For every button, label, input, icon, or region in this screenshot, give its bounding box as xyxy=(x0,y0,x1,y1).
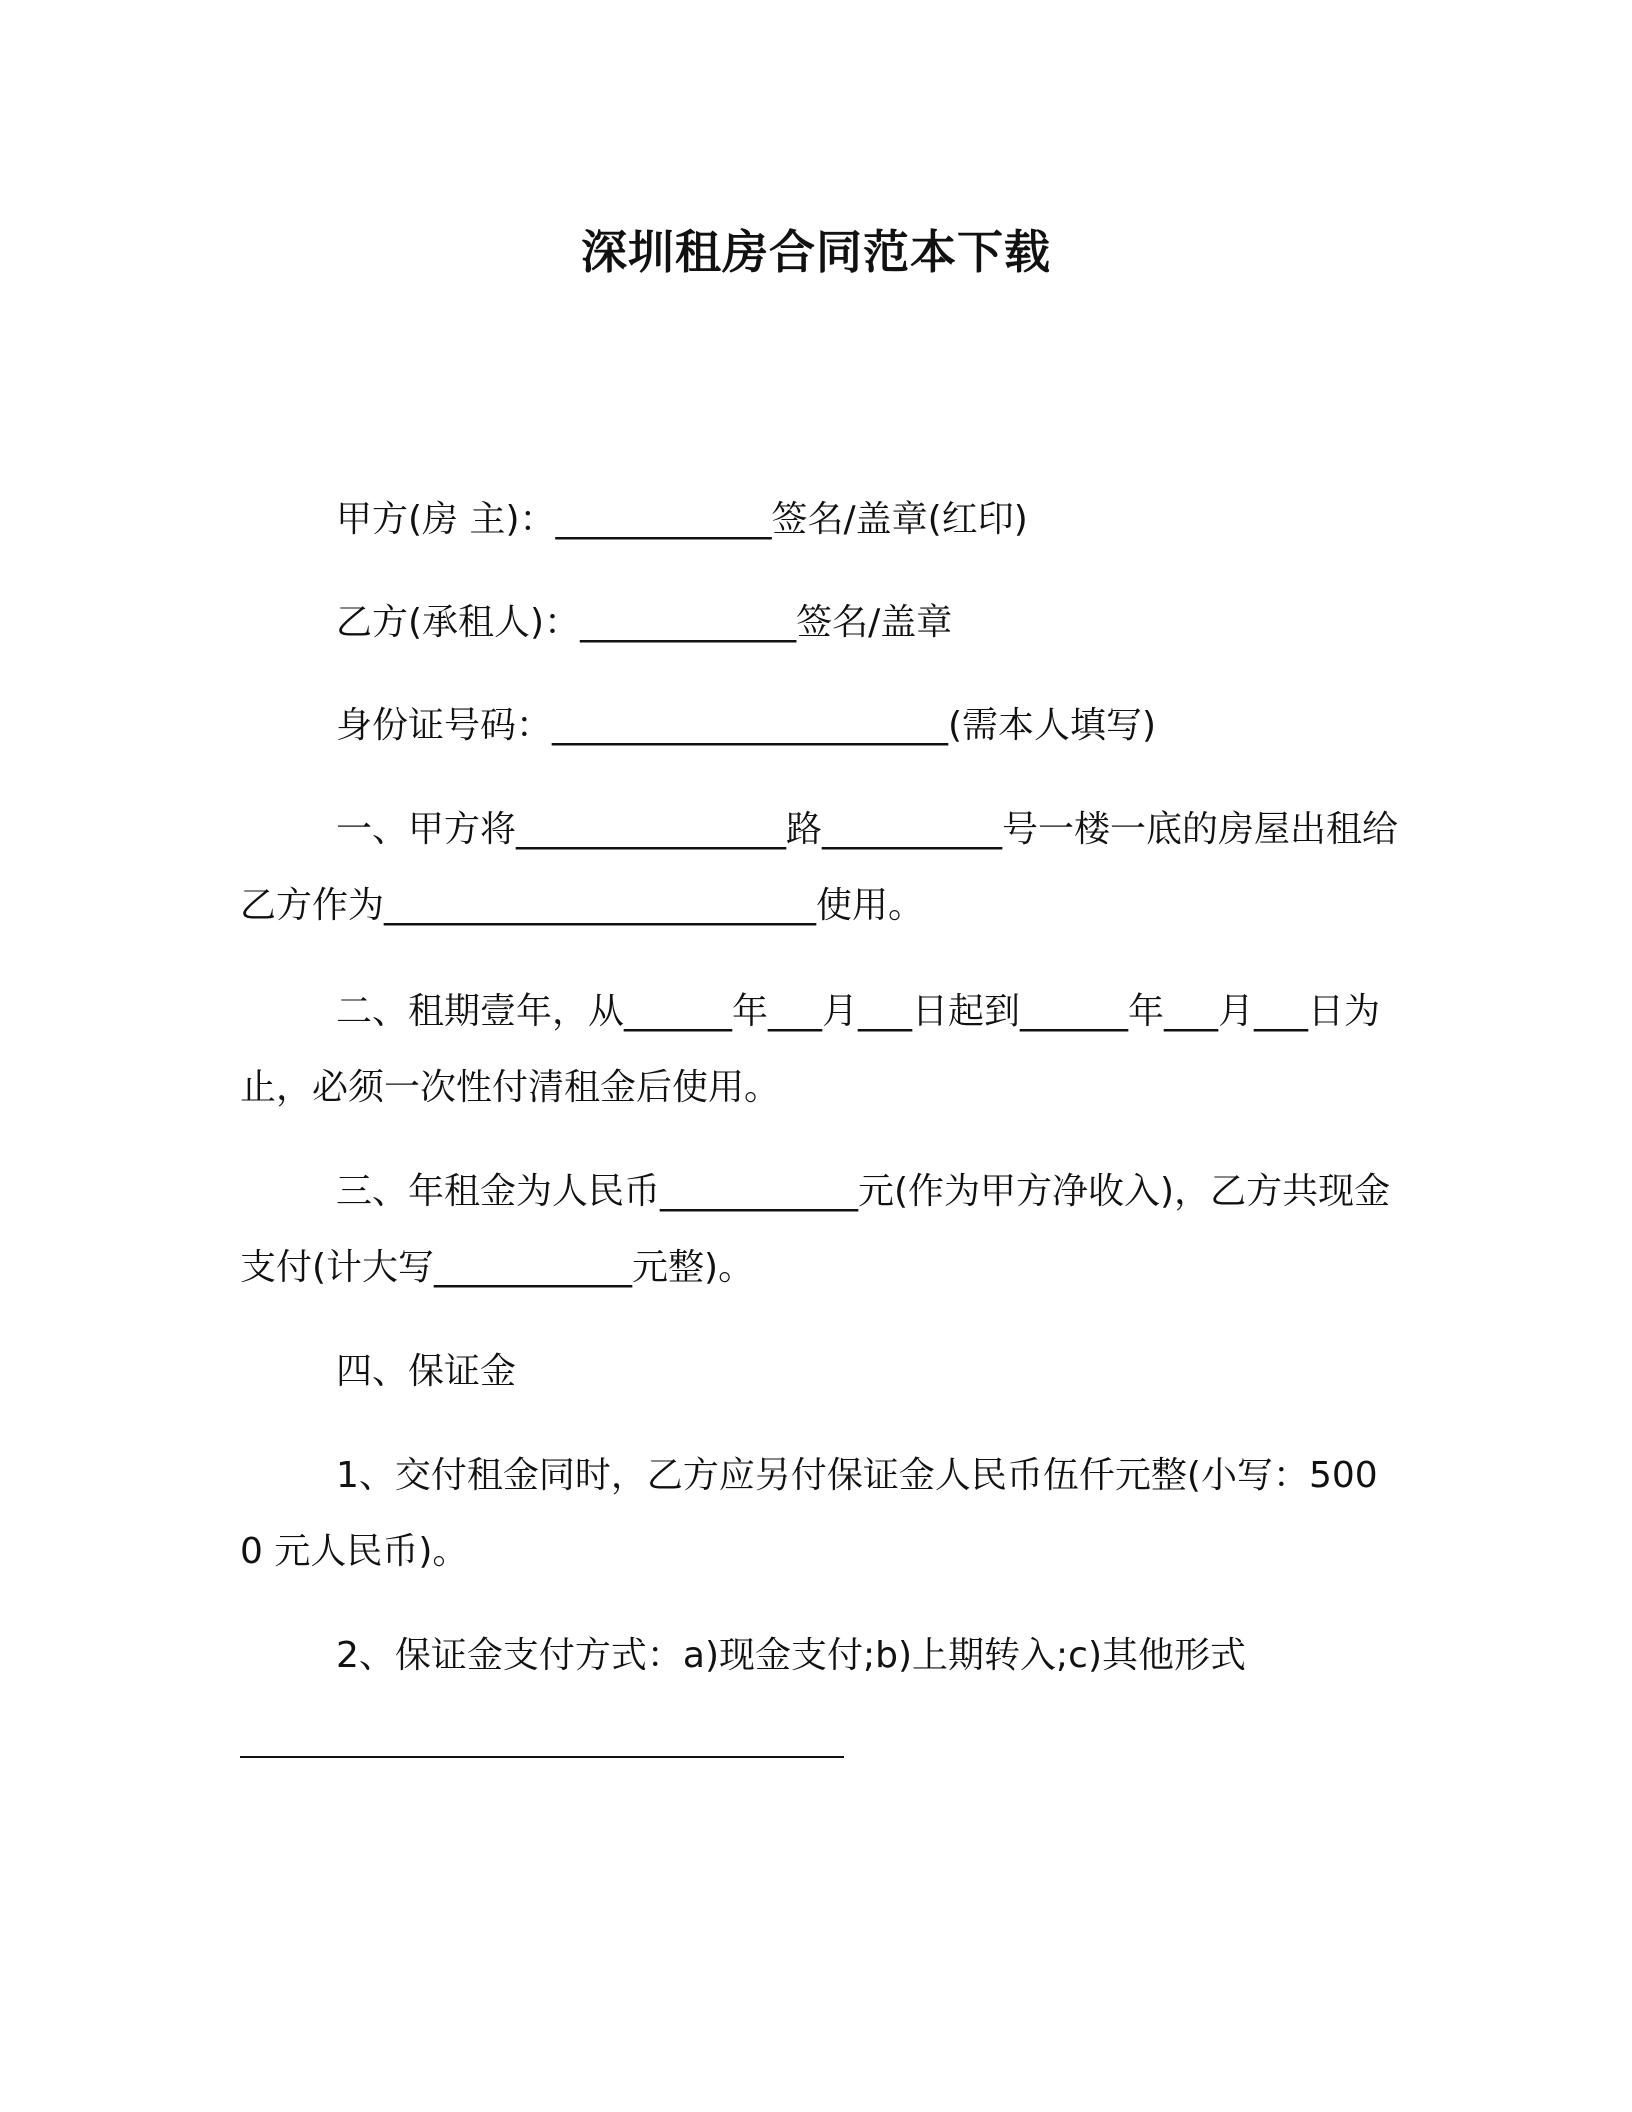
clause-4-heading: 四、保证金 xyxy=(336,1351,517,1392)
clause-3: 三、年租金为人民币___________元(作为甲方净收入)，乙方共现金支付(计大写___________元整)。 xyxy=(240,1171,1391,1288)
clause-4-item-1: 1、交付租金同时，乙方应另付保证金人民币伍仟元整(小写：5000 元人民币)。 xyxy=(240,1455,1378,1572)
clause-1: 一、甲方将_______________路__________号一楼一底的房屋出租给乙方作为________________________使用。 xyxy=(240,809,1399,926)
clause-4-item-2: 2、保证金支付方式：a)现金支付;b)上期转入;c)其他形式 xyxy=(336,1635,1247,1676)
id-number-line: 身份证号码：______________________(需本人填写) xyxy=(336,705,1157,746)
party-a-line: 甲方(房 主)：____________签名/盖章(红印) xyxy=(336,499,1028,540)
clause-2: 二、租期壹年，从______年___月___日起到______年___月___日为止，必须一次性付清租金后使用。 xyxy=(240,991,1381,1108)
document-title: 深圳租房合同范本下载 xyxy=(581,225,1051,279)
party-b-line: 乙方(承租人)：____________签名/盖章 xyxy=(336,602,953,643)
blank-fill-line xyxy=(240,1756,844,1758)
